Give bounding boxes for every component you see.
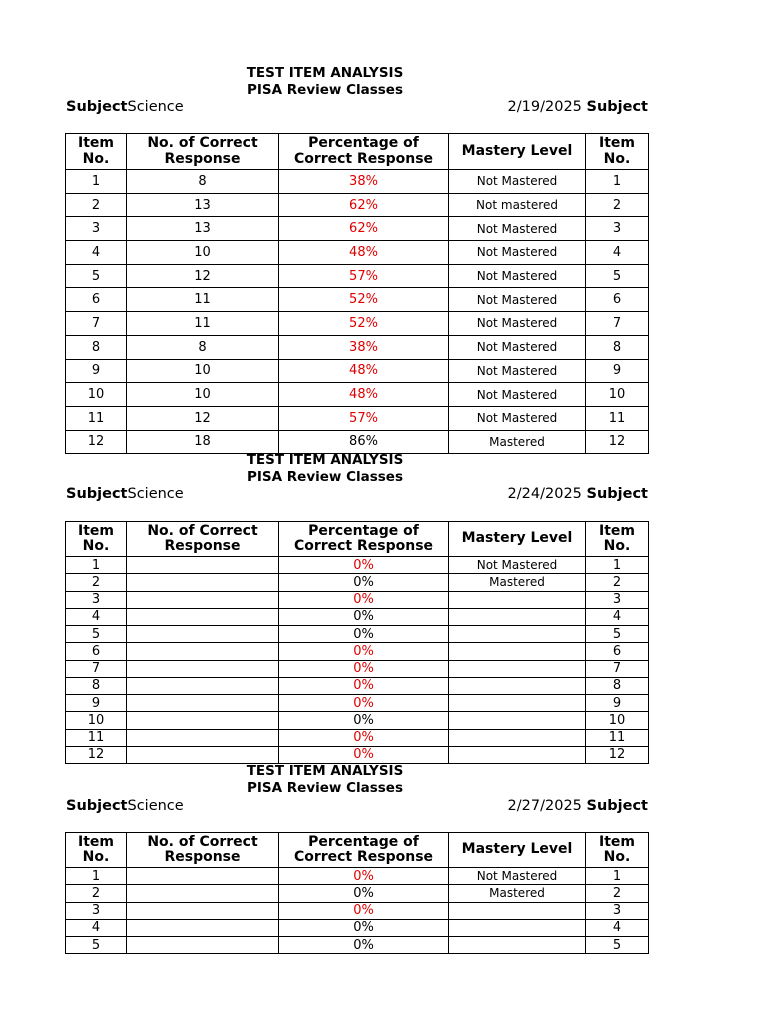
cell-percentage: 0% [279,902,449,919]
cell-item-no: 4 [66,919,127,936]
cell-item-no: 1 [66,170,127,194]
cell-mastery-level: Not Mastered [449,335,586,359]
cell-percentage: 57% [279,406,449,430]
table-row [66,885,649,902]
cell-mastery-level: Not Mastered [449,241,586,265]
cell-correct-response [127,591,279,608]
table-header-row [66,522,649,557]
table-row [66,919,649,936]
cell-correct-response [127,885,279,902]
table-row [66,217,649,241]
cell-item-no: 1 [66,868,127,885]
cell-item-no-right: 2 [586,574,649,591]
section-1-subject [66,98,184,116]
date-value: 2/27/2025 [507,798,582,814]
cell-item-no-right: 12 [586,430,649,454]
cell-correct-response: 13 [127,193,279,217]
section-2-date-line [480,485,648,503]
cell-percentage: 57% [279,264,449,288]
table-row [66,557,649,574]
cell-item-no: 3 [66,217,127,241]
cell-correct-response: 12 [127,406,279,430]
table-row [66,591,649,608]
table-row [66,170,649,194]
cell-correct-response: 10 [127,241,279,265]
cell-correct-response: 11 [127,288,279,312]
header-item-no-right: Item No. [586,833,649,868]
cell-percentage: 48% [279,383,449,407]
cell-item-no-right: 1 [586,170,649,194]
section-3-date-line [480,797,648,815]
header-mastery-level: Mastery Level [449,522,586,557]
table-row [66,359,649,383]
cell-item-no-right: 8 [586,677,649,694]
cell-item-no-right: 3 [586,591,649,608]
table-row [66,660,649,677]
subject-label: Subject [66,798,128,814]
cell-mastery-level: Not Mastered [449,359,586,383]
table-row [66,746,649,763]
cell-item-no: 7 [66,660,127,677]
cell-item-no: 2 [66,885,127,902]
table-row [66,608,649,625]
cell-correct-response [127,729,279,746]
cell-item-no: 7 [66,312,127,336]
table-row [66,643,649,660]
cell-mastery-level [449,746,586,763]
cell-percentage: 0% [279,746,449,763]
cell-percentage: 0% [279,712,449,729]
cell-percentage: 0% [279,591,449,608]
header-item-no: Item No. [66,833,127,868]
cell-mastery-level [449,608,586,625]
cell-percentage: 0% [279,868,449,885]
cell-item-no-right: 4 [586,919,649,936]
cell-mastery-level: Not Mastered [449,170,586,194]
cell-item-no-right: 3 [586,217,649,241]
cell-correct-response [127,746,279,763]
item-analysis-table-1 [65,133,649,454]
cell-item-no: 6 [66,643,127,660]
cell-item-no: 4 [66,241,127,265]
cell-correct-response [127,937,279,954]
cell-correct-response [127,608,279,625]
cell-correct-response [127,574,279,591]
cell-mastery-level: Mastered [449,574,586,591]
header-item-no-right: Item No. [586,134,649,170]
cell-mastery-level [449,626,586,643]
cell-percentage: 0% [279,574,449,591]
cell-mastery-level [449,919,586,936]
item-analysis-table-3 [65,832,649,954]
cell-item-no: 12 [66,430,127,454]
cell-percentage: 62% [279,217,449,241]
subject-right-label: Subject [586,798,648,814]
cell-item-no-right: 4 [586,241,649,265]
cell-item-no: 11 [66,406,127,430]
cell-correct-response: 10 [127,383,279,407]
cell-correct-response [127,868,279,885]
cell-correct-response: 12 [127,264,279,288]
cell-correct-response: 8 [127,170,279,194]
cell-percentage: 0% [279,608,449,625]
cell-mastery-level: Not Mastered [449,288,586,312]
cell-item-no-right: 11 [586,729,649,746]
cell-mastery-level [449,937,586,954]
table-row [66,430,649,454]
cell-item-no: 12 [66,746,127,763]
cell-mastery-level: Not Mastered [449,557,586,574]
cell-percentage: 0% [279,557,449,574]
date-value: 2/24/2025 [507,486,582,502]
cell-correct-response: 18 [127,430,279,454]
table-row [66,712,649,729]
table-row [66,626,649,643]
cell-correct-response: 11 [127,312,279,336]
cell-percentage: 0% [279,643,449,660]
section-3-subject [66,797,184,815]
cell-item-no: 10 [66,712,127,729]
table-row [66,193,649,217]
cell-item-no: 5 [66,937,127,954]
cell-item-no-right: 7 [586,660,649,677]
cell-item-no-right: 6 [586,288,649,312]
header-item-no: Item No. [66,522,127,557]
cell-item-no-right: 1 [586,868,649,885]
cell-correct-response [127,902,279,919]
cell-correct-response [127,626,279,643]
cell-mastery-level: Not Mastered [449,217,586,241]
header-percentage: Percentage of Correct Response [279,522,449,557]
cell-item-no-right: 10 [586,712,649,729]
table-row [66,937,649,954]
cell-correct-response [127,677,279,694]
table-row [66,868,649,885]
cell-mastery-level [449,712,586,729]
cell-mastery-level: Not Mastered [449,312,586,336]
table-row [66,406,649,430]
cell-percentage: 62% [279,193,449,217]
cell-percentage: 0% [279,677,449,694]
table-row [66,902,649,919]
cell-item-no: 9 [66,359,127,383]
cell-correct-response [127,919,279,936]
cell-mastery-level: Mastered [449,430,586,454]
cell-percentage: 0% [279,885,449,902]
cell-item-no-right: 5 [586,264,649,288]
cell-percentage: 48% [279,359,449,383]
cell-item-no: 9 [66,695,127,712]
cell-mastery-level: Not mastered [449,193,586,217]
table-row [66,335,649,359]
section-1-title: TEST ITEM ANALYSIS [246,65,404,81]
cell-item-no: 2 [66,574,127,591]
cell-item-no-right: 8 [586,335,649,359]
section-2-title: TEST ITEM ANALYSIS [246,452,404,468]
cell-mastery-level: Not Mastered [449,383,586,407]
cell-mastery-level [449,660,586,677]
section-3-title: TEST ITEM ANALYSIS [246,763,404,779]
section-3-subtitle: PISA Review Classes [246,780,403,796]
cell-item-no-right: 6 [586,643,649,660]
cell-item-no: 5 [66,626,127,643]
cell-item-no: 5 [66,264,127,288]
cell-item-no: 3 [66,591,127,608]
cell-mastery-level [449,677,586,694]
cell-item-no: 4 [66,608,127,625]
header-percentage: Percentage of Correct Response [279,833,449,868]
cell-percentage: 38% [279,170,449,194]
subject-value: Science [127,99,184,115]
date-value: 2/19/2025 [507,99,582,115]
cell-item-no-right: 7 [586,312,649,336]
cell-mastery-level: Not Mastered [449,406,586,430]
cell-item-no-right: 11 [586,406,649,430]
cell-item-no: 8 [66,677,127,694]
header-mastery-level: Mastery Level [449,833,586,868]
cell-percentage: 0% [279,626,449,643]
table-row [66,574,649,591]
subject-label: Subject [66,99,128,115]
table-row [66,383,649,407]
cell-percentage: 0% [279,695,449,712]
cell-mastery-level [449,591,586,608]
cell-correct-response: 8 [127,335,279,359]
table-row [66,677,649,694]
subject-value: Science [127,798,184,814]
header-correct-response: No. of Correct Response [127,134,279,170]
cell-percentage: 86% [279,430,449,454]
item-analysis-table-2 [65,521,649,764]
cell-item-no: 11 [66,729,127,746]
table-row [66,288,649,312]
cell-correct-response [127,660,279,677]
cell-mastery-level: Not Mastered [449,264,586,288]
header-correct-response: No. of Correct Response [127,833,279,868]
cell-item-no: 1 [66,557,127,574]
subject-right-label: Subject [586,99,648,115]
cell-item-no-right: 4 [586,608,649,625]
section-1-subtitle: PISA Review Classes [246,82,403,98]
cell-item-no-right: 9 [586,359,649,383]
cell-percentage: 0% [279,729,449,746]
table-row [66,264,649,288]
header-percentage: Percentage of Correct Response [279,134,449,170]
cell-item-no-right: 1 [586,557,649,574]
cell-mastery-level [449,695,586,712]
table-row [66,312,649,336]
cell-item-no-right: 12 [586,746,649,763]
cell-percentage: 52% [279,288,449,312]
section-2-subtitle: PISA Review Classes [246,469,403,485]
cell-item-no-right: 2 [586,193,649,217]
cell-correct-response: 10 [127,359,279,383]
cell-item-no-right: 5 [586,626,649,643]
table-row [66,695,649,712]
header-item-no-right: Item No. [586,522,649,557]
cell-percentage: 0% [279,919,449,936]
cell-percentage: 48% [279,241,449,265]
cell-mastery-level [449,643,586,660]
cell-item-no-right: 3 [586,902,649,919]
table-row [66,241,649,265]
cell-percentage: 38% [279,335,449,359]
cell-mastery-level [449,729,586,746]
cell-item-no-right: 5 [586,937,649,954]
cell-item-no-right: 9 [586,695,649,712]
table-row [66,729,649,746]
table-header-row [66,134,649,170]
table-header-row [66,833,649,868]
cell-percentage: 52% [279,312,449,336]
cell-correct-response [127,695,279,712]
header-correct-response: No. of Correct Response [127,522,279,557]
cell-correct-response [127,643,279,660]
cell-mastery-level [449,902,586,919]
cell-percentage: 0% [279,937,449,954]
cell-correct-response [127,712,279,729]
cell-item-no-right: 2 [586,885,649,902]
section-1-date-line [480,98,648,116]
cell-item-no: 6 [66,288,127,312]
subject-value: Science [127,486,184,502]
cell-mastery-level: Not Mastered [449,868,586,885]
header-mastery-level: Mastery Level [449,134,586,170]
cell-item-no: 10 [66,383,127,407]
cell-mastery-level: Mastered [449,885,586,902]
cell-percentage: 0% [279,660,449,677]
cell-item-no: 8 [66,335,127,359]
cell-item-no: 2 [66,193,127,217]
cell-item-no: 3 [66,902,127,919]
cell-correct-response [127,557,279,574]
subject-right-label: Subject [586,486,648,502]
subject-label: Subject [66,486,128,502]
cell-item-no-right: 10 [586,383,649,407]
header-item-no: Item No. [66,134,127,170]
section-2-subject [66,485,184,503]
cell-correct-response: 13 [127,217,279,241]
